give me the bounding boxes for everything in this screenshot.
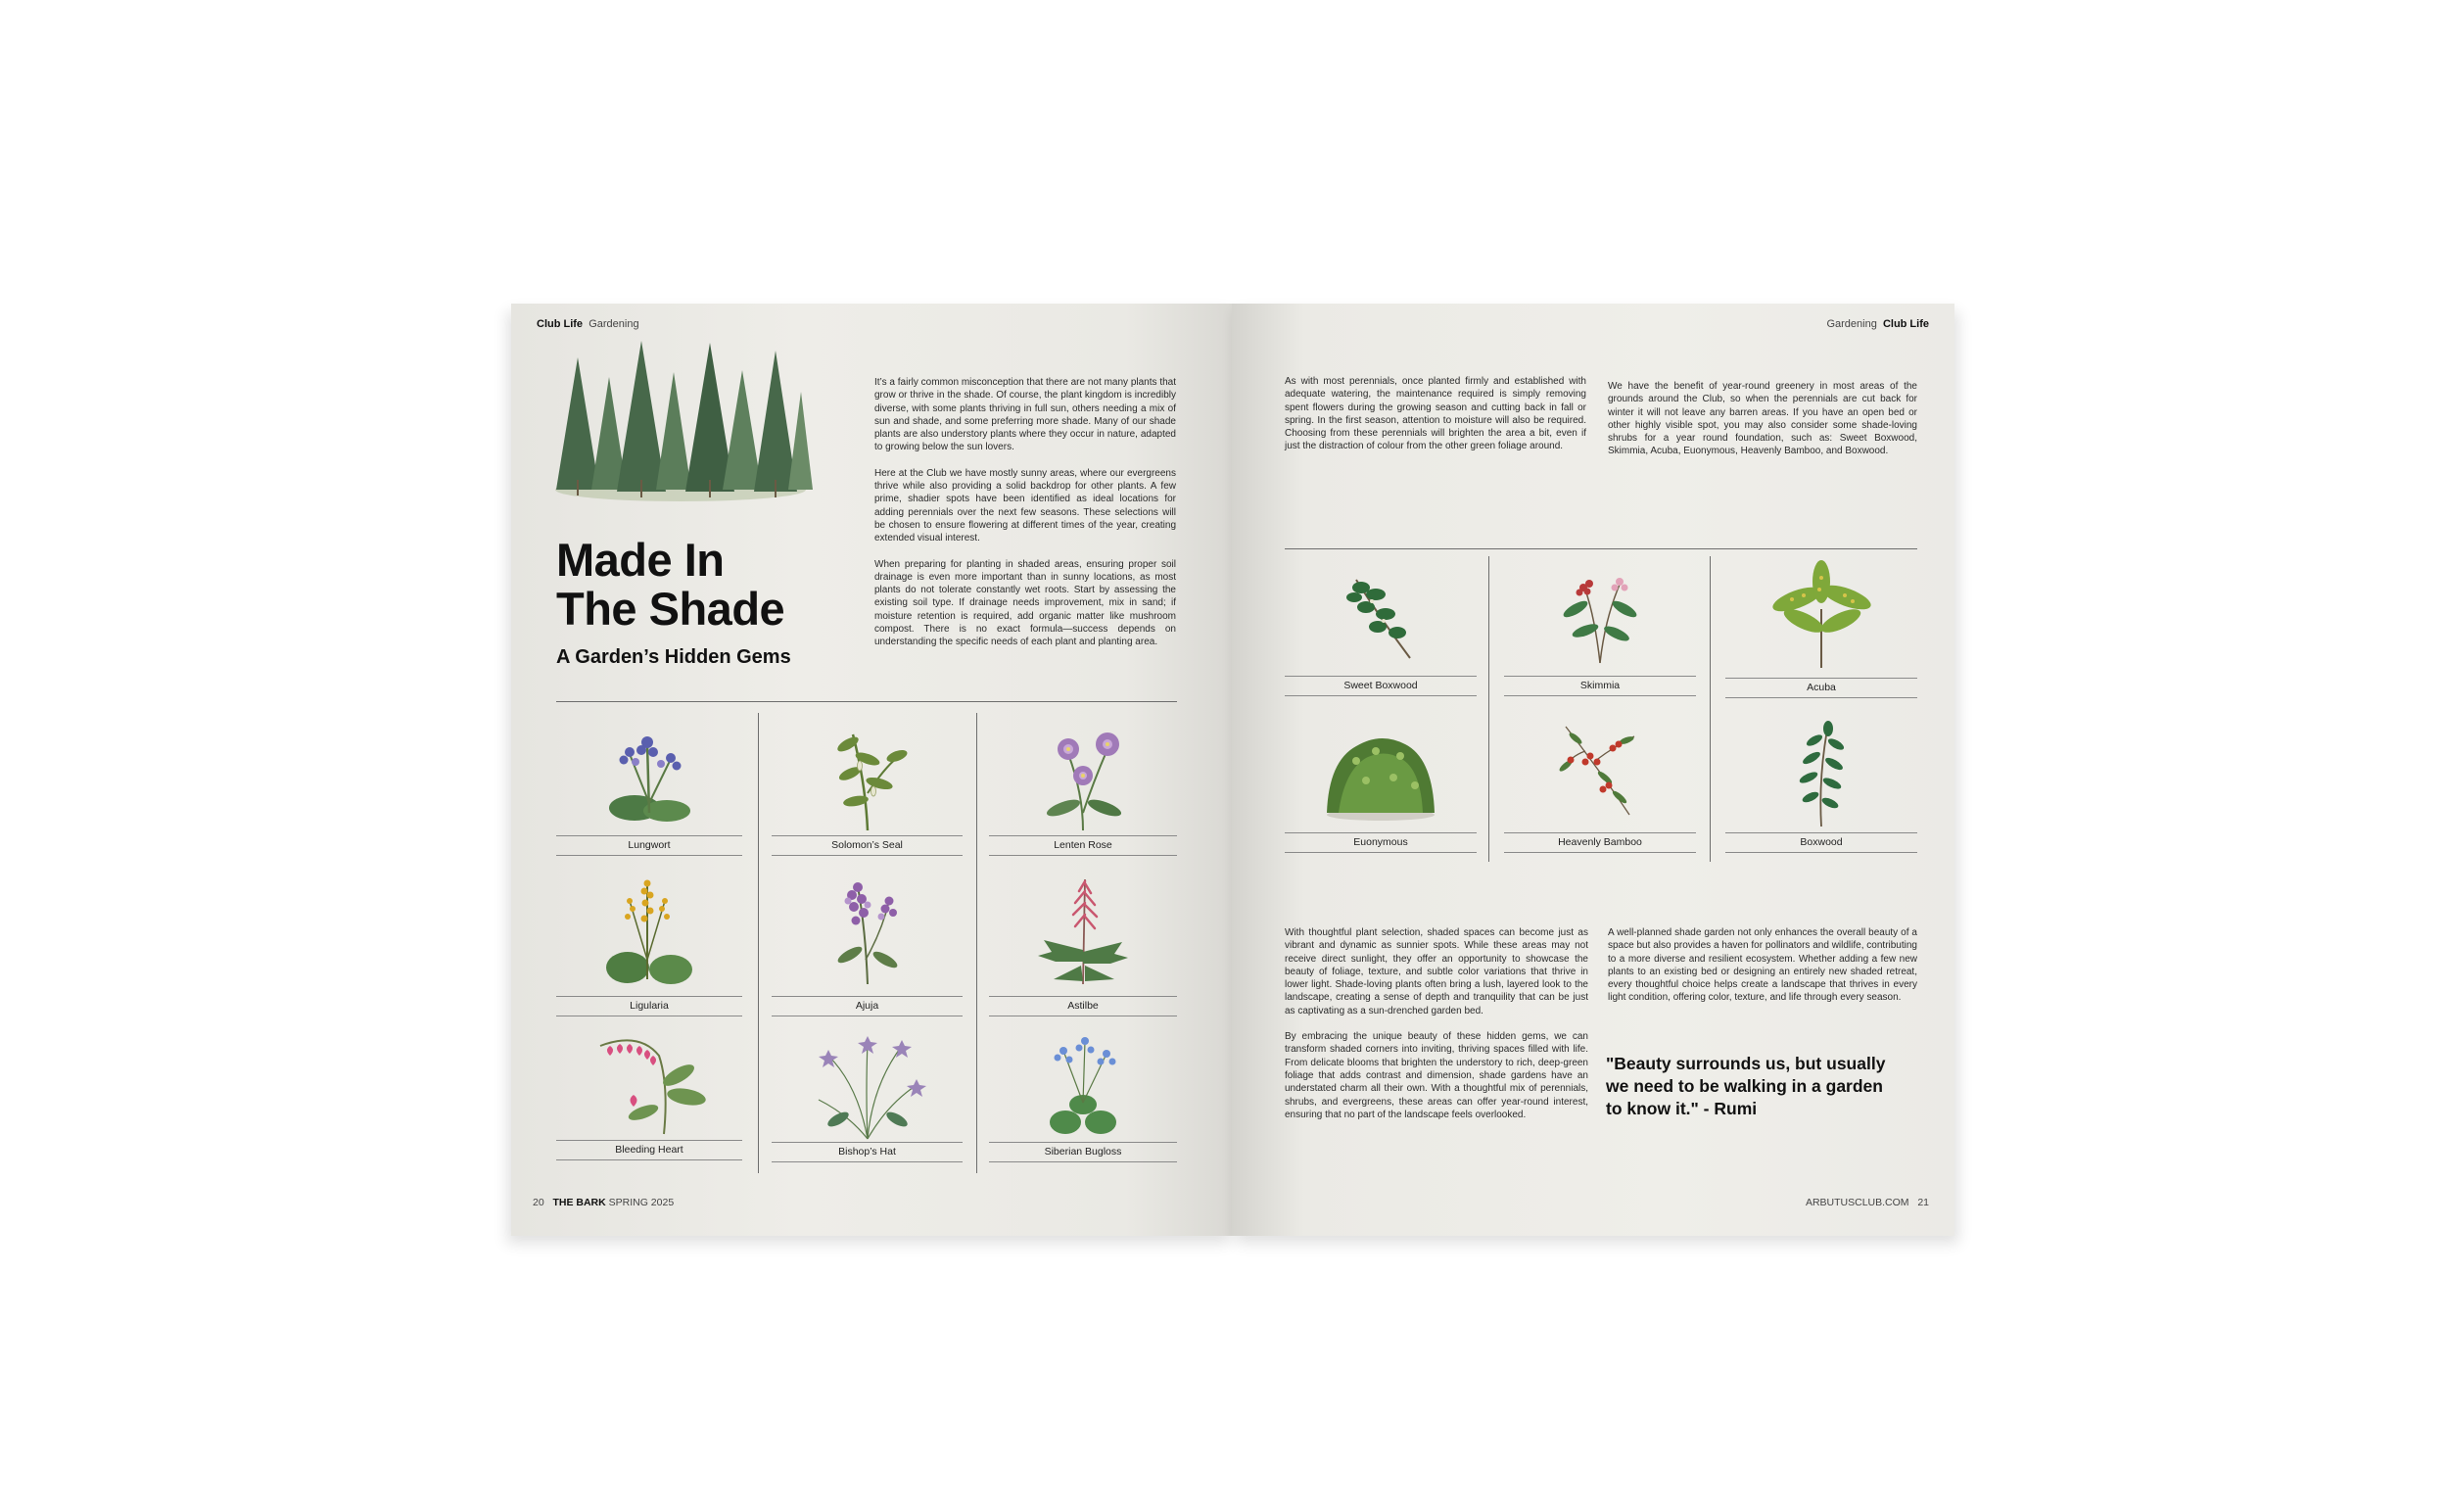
shrub-label: Euonymous — [1285, 832, 1477, 853]
website-label: ARBUTUSCLUB.COM — [1805, 1197, 1909, 1208]
section-label: Club Life — [1882, 318, 1929, 330]
plant-label: Ligularia — [556, 996, 742, 1016]
plant-label: Lungwort — [556, 835, 742, 856]
left-page-header — [537, 318, 639, 330]
shrub-label: Acuba — [1725, 678, 1917, 698]
bleeding-heart-icon — [556, 1026, 742, 1144]
shrub-card-euonymous — [1285, 717, 1477, 862]
paragraph: As with most perennials, once planted firmly and established with adequate watering, the maintenance required is simply removing spent flowers during the growing season and cutting back in fall or spring. In the first season, attention to moisture will also be required. Choosing from these perennials will brighten the area a bit, even if just the distraction of colour from the other green foliage around. — [1285, 376, 1586, 452]
top-right-text — [1608, 380, 1917, 458]
grid-column-divider — [758, 713, 759, 1173]
bottom-right-text — [1608, 926, 1917, 1005]
publication-name: THE BARK — [552, 1197, 606, 1208]
grid-column-divider — [976, 713, 977, 1173]
title-line-1: Made In — [556, 534, 725, 586]
grid-column-divider — [1710, 556, 1711, 862]
paragraph: A well-planned shade garden not only enhances the overall beauty of a space but also provides a haven for pollinators and wildlife, contributing to a more diverse and resilient ecosystem. Whether adding a few new plants to an existing bed or designing an entirely new shaded retreat, every thoughtful choice helps create a landscape that thrives in every light condition, offering color, texture, and life through every season. — [1608, 927, 1917, 1004]
shrub-card-boxwood — [1725, 717, 1917, 862]
plant-label: Bishop’s Hat — [772, 1142, 963, 1162]
shrub-card-heavenly-bamboo — [1504, 717, 1696, 862]
ligularia-icon — [556, 872, 742, 994]
category-label: Gardening — [588, 318, 639, 330]
title-line-2: The Shade — [556, 583, 785, 635]
plant-card-ligularia — [556, 872, 742, 1018]
intro-paragraph-1: It’s a fairly common misconception that there are not many plants that grow or thrive in the shade. Of course, the plant kingdom is incredibly diverse, with some plants thriving in full sun, others needing a mix of sun and shade, and some preferring more shade. Many of our shade plants are also understory plants where they occur in nature, adapted to growing below the sun lovers. — [874, 377, 1176, 453]
intro-paragraph-3: When preparing for planting in shaded areas, ensuring proper soil drainage is even more important than in sunny locations, as most plants do not tolerate constantly wet roots. Start by assessing the existing soil type. If drainage needs improvement, mix in sand; if moisture retention is required, add organic matter like mushroom compost. There is no exact formula—success depends on understanding the specific needs of each plant and planting area. — [874, 558, 1176, 648]
section-divider — [1285, 548, 1917, 549]
plant-card-siberian-bugloss — [989, 1026, 1177, 1173]
shrub-label: Skimmia — [1504, 676, 1696, 696]
boxwood-icon — [1725, 717, 1917, 829]
acuba-icon — [1725, 560, 1917, 668]
grid-column-divider — [1488, 556, 1489, 862]
plant-label: Solomon’s Seal — [772, 835, 963, 856]
plant-card-bleeding-heart — [556, 1026, 742, 1173]
category-label: Gardening — [1826, 318, 1877, 330]
page-number: 21 — [1917, 1197, 1929, 1208]
plant-card-lenten-rose — [989, 715, 1177, 862]
shrub-card-skimmia — [1504, 560, 1696, 705]
plant-label: Lenten Rose — [989, 835, 1177, 856]
plant-card-solomons-seal — [772, 715, 963, 862]
right-page — [1232, 304, 1954, 1236]
plant-label: Ajuja — [772, 996, 963, 1016]
sweet-boxwood-icon — [1285, 560, 1477, 668]
page-number: 20 — [533, 1197, 544, 1208]
lungwort-icon — [556, 715, 742, 832]
paragraph: With thoughtful plant selection, shaded spaces can become just as vibrant and dynamic as sunnier spots. While these areas may not receive direct sunlight, they offer an opportunity to showcase the beauty of foliage, texture, and subtle color variations that thrive in lower light. Shade-loving plants often bring a lush, layered look to the landscape, creating a sense of depth and tranquility that can be just as captivating as a sun-drenched garden bed. — [1285, 927, 1588, 1016]
pine-trees-illustration — [548, 333, 813, 504]
section-divider — [556, 701, 1177, 702]
paragraph: By embracing the unique beauty of these hidden gems, we can transform shaded corners into inviting, thriving spaces filled with life. From delicate blooms that brighten the understory to rich, deep-green foliage that adds contrast and dimension, shade gardens have an understated charm all their own. With a thoughtful mix of perennials, shrubs, and evergreens, these areas can offer year-round interest, ensuring that no part of the landscape feels overlooked. — [1285, 1031, 1588, 1120]
ajuga-icon — [772, 872, 963, 994]
article-subtitle: A Garden’s Hidden Gems — [556, 646, 791, 668]
plant-label: Astilbe — [989, 996, 1177, 1016]
section-label: Club Life — [537, 318, 584, 330]
left-page-footer — [533, 1197, 674, 1208]
bishops-hat-icon — [772, 1026, 963, 1144]
astilbe-icon — [989, 872, 1177, 994]
solomons-seal-icon — [772, 715, 963, 832]
intro-paragraph-2: Here at the Club we have mostly sunny areas, where our evergreens thrive while also providing a solid backdrop for other plants. A few prime, shadier spots have been identified as ideal locations for adding perennials over the next few seasons. These selections will be chosen to ensure flowering at different times of the year, creating extended visual interest. — [874, 467, 1176, 544]
top-left-text — [1285, 375, 1586, 453]
lenten-rose-icon — [989, 715, 1177, 832]
pull-quote: "Beauty surrounds us, but usually we need to be walking in a garden to know it." - Rumi — [1606, 1054, 1886, 1118]
shrub-card-acuba — [1725, 560, 1917, 705]
euonymous-icon — [1285, 717, 1477, 825]
plant-card-lungwort — [556, 715, 742, 862]
issue-label: SPRING 2025 — [608, 1197, 675, 1208]
skimmia-icon — [1504, 560, 1696, 668]
article-title — [556, 536, 784, 634]
plant-label: Bleeding Heart — [556, 1140, 742, 1160]
siberian-bugloss-icon — [989, 1026, 1177, 1144]
shrub-card-sweet-boxwood — [1285, 560, 1477, 705]
shrub-label: Sweet Boxwood — [1285, 676, 1477, 696]
plant-card-bishops-hat — [772, 1026, 963, 1173]
shrub-label: Boxwood — [1725, 832, 1917, 853]
shrub-label: Heavenly Bamboo — [1504, 832, 1696, 853]
right-page-footer — [1806, 1197, 1929, 1208]
plant-card-ajuja — [772, 872, 963, 1018]
bottom-left-text — [1285, 926, 1588, 1121]
plant-label: Siberian Bugloss — [989, 1142, 1177, 1162]
paragraph: We have the benefit of year-round greenery in most areas of the grounds around the Club, so when the perennials are cut back for winter it will not leave any barren areas. If you have an open bed or other highly visible spot, you may also consider some shade-loving shrubs for a year round foundation, such as: Sweet Boxwood, Skimmia, Acuba, Euonymous, Heavenly Bamboo, and Boxwood. — [1608, 381, 1917, 457]
plant-card-astilbe — [989, 872, 1177, 1018]
intro-text — [874, 376, 1176, 649]
left-page — [511, 304, 1234, 1236]
heavenly-bamboo-icon — [1504, 717, 1696, 825]
right-page-header — [1826, 318, 1929, 330]
